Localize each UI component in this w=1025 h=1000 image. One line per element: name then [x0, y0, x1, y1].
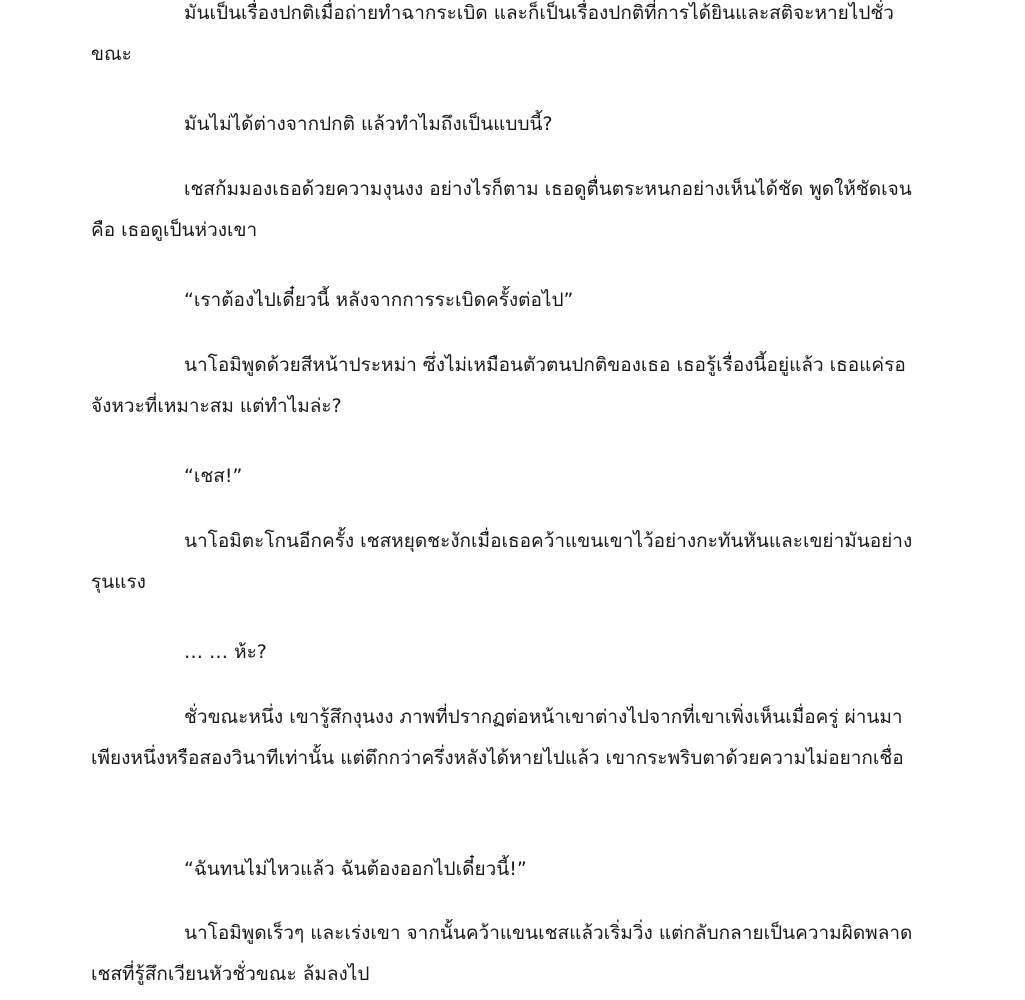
paragraph-1: มันเป็นเรื่องปกติเมื่อถ่ายทำฉากระเบิด และก็เป็นเรื่องปกติที่การได้ยินและสติจะหายไปชั่วขณะ: [91, 2, 894, 65]
paragraph-4: “เราต้องไปเดี๋ยวนี้ หลังจากการระเบิดครั้งต่อไป”: [184, 289, 574, 311]
paragraph-6: “เชส!”: [184, 465, 243, 487]
paragraph-10: “ฉันทนไม่ไหวแล้ว ฉันต้องออกไปเดี๋ยวนี้!”: [184, 858, 527, 880]
paragraph-7: นาโอมิตะโกนอีกครั้ง เชสหยุดชะงักเมื่อเธอคว้าแขนเขาไว้อย่างกะทันหันและเขย่ามันอย่างรุนแรง: [91, 530, 913, 593]
paragraph-5: นาโอมิพูดด้วยสีหน้าประหม่า ซึ่งไม่เหมือนตัวตนปกติของเธอ เธอรู้เรื่องนี้อยู่แล้ว เธอแค่รอจังหวะที่เหมาะสม แต่ทำไมล่ะ?: [91, 354, 906, 417]
paragraph-11: นาโอมิพูดเร็วๆ และเร่งเขา จากนั้นคว้าแขนเชสแล้วเริ่มวิ่ง แต่กลับกลายเป็นความผิดพลาด เชสที่รู้สึกเวียนหัวชั่วขณะ ล้มลงไป: [91, 922, 913, 985]
paragraph-2: มันไม่ได้ต่างจากปกติ แล้วทำไมถึงเป็นแบบนี้?: [184, 113, 553, 135]
paragraph-3: เชสก้มมองเธอด้วยความงุนงง อย่างไรก็ตาม เธอดูตื่นตระหนกอย่างเห็นได้ชัด พูดให้ชัดเจนคือ เธอดูเป็นห่วงเขา: [91, 178, 912, 241]
paragraph-8: … … ห้ะ?: [184, 641, 267, 663]
paragraph-9: ชั่วขณะหนึ่ง เขารู้สึกงุนงง ภาพที่ปรากฏต่อหน้าเขาต่างไปจากที่เขาเพิ่งเห็นเมื่อครู่ ผ่านมาเพียงหนึ่งหรือสองวินาทีเท่านั้น แต่ตึกกว่าครึ่งหลังได้หายไปแล้ว เขากระพริบตาด้วยความไม่อยากเชื่อ: [91, 706, 904, 769]
